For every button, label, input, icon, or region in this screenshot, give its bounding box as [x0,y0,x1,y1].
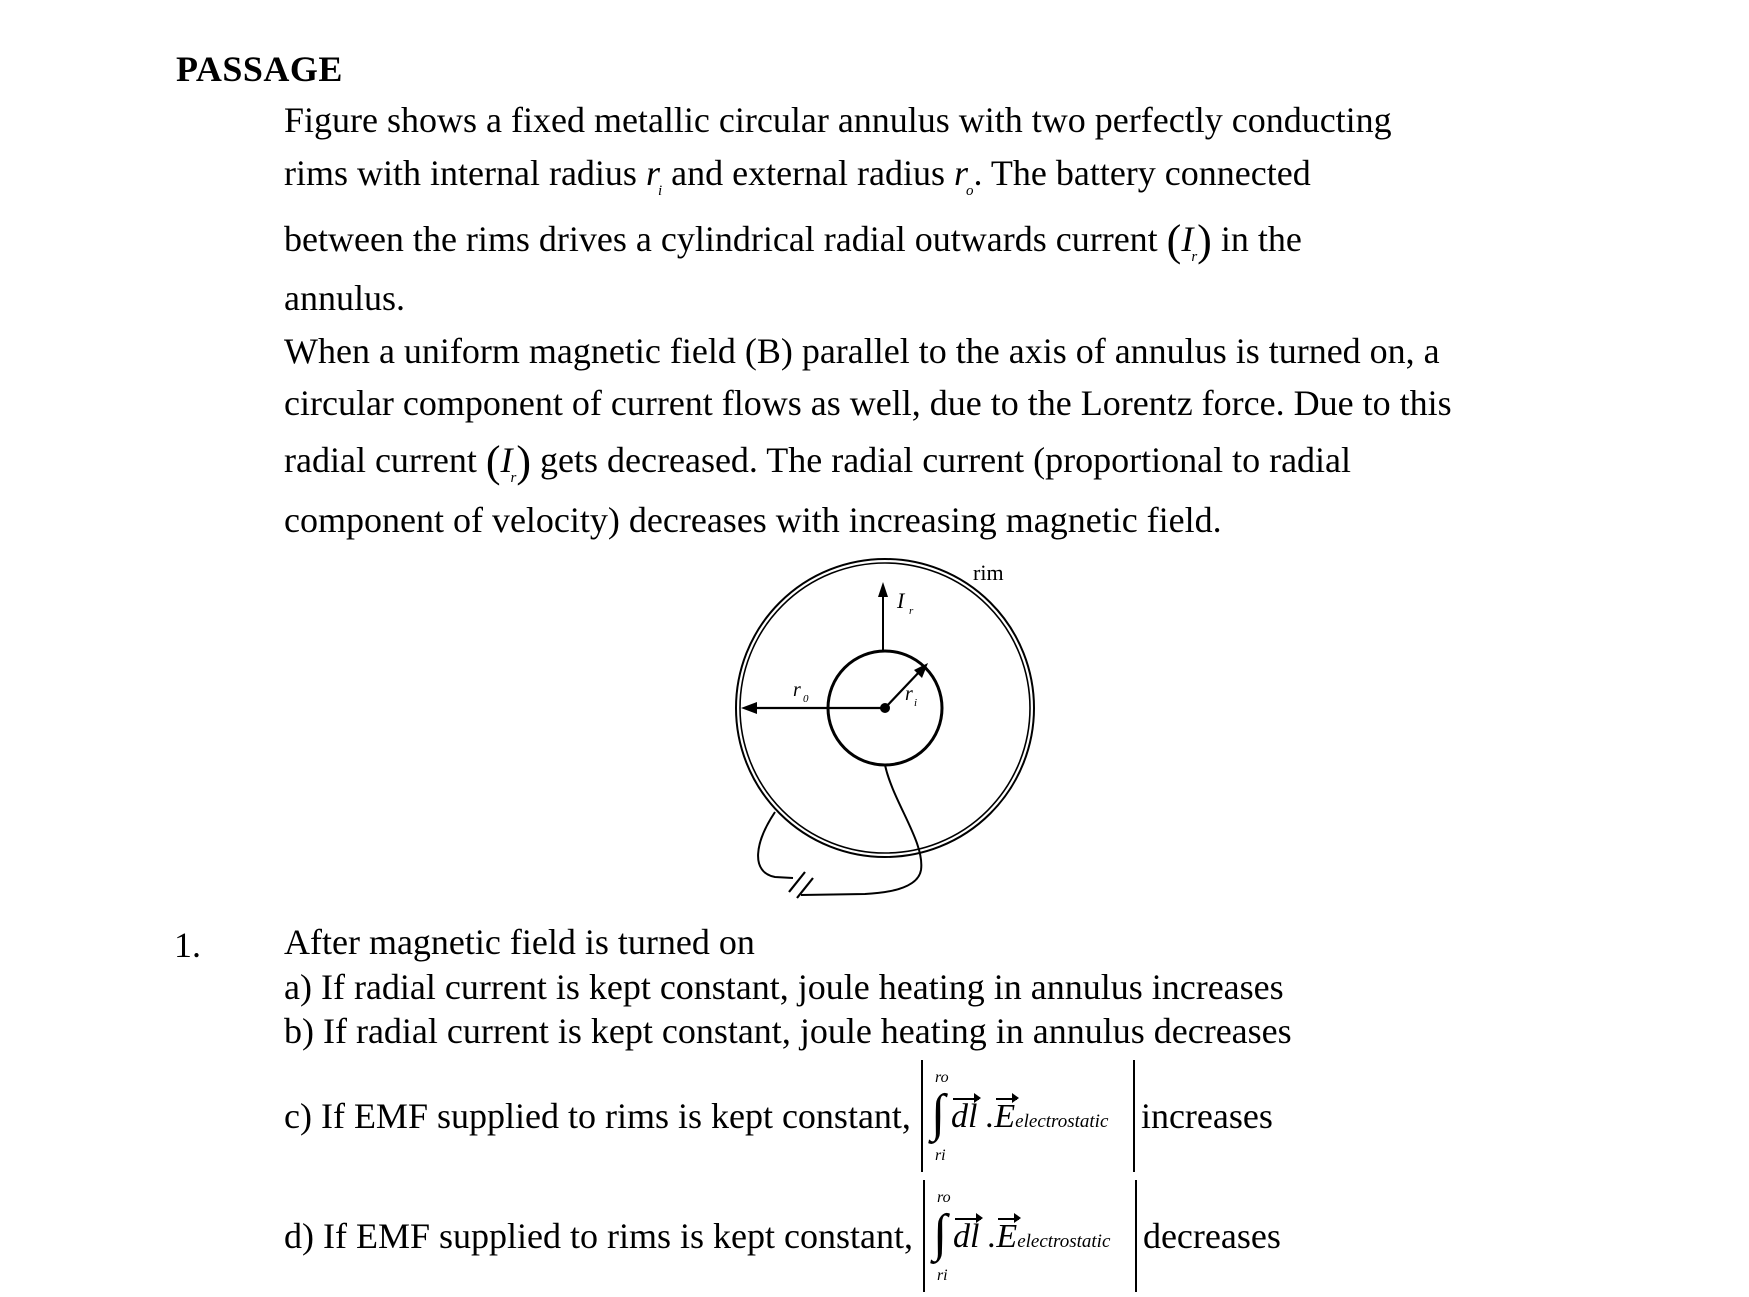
symbol-Ir: I [1181,219,1194,259]
question-stem: After magnetic field is turned on [284,922,755,962]
passage-line-1: Figure shows a fixed metallic circular annulus with two perfectly conducting [284,100,1392,140]
passage-line-6: circular component of current flows as well, due to the Lorentz force. Due to this [284,383,1452,423]
integral-c: ro ∫ dl .Eelectrostatic ri [921,1060,1135,1172]
battery-plate-1 [789,872,805,892]
passage-line-5: When a uniform magnetic field (B) parallel to the axis of annulus is turned on, a [284,331,1440,371]
option-a[interactable]: a) If radial current is kept constant, joule heating in annulus increases [284,967,1284,1007]
option-b[interactable]: b) If radial current is kept constant, joule heating in annulus decreases [284,1011,1292,1051]
r0-label-sub: 0 [803,693,809,705]
battery-wire-inner [801,765,921,895]
r0-arrowhead [741,702,757,714]
rim-label: rim [973,560,1004,585]
ir-label-sub: r [909,605,914,617]
symbol-Ir-2: I [500,440,513,480]
symbol-ri: r [645,153,660,193]
question-number: 1. [174,925,201,965]
option-d[interactable]: d) If EMF supplied to rims is kept constant, ro ∫ dl .Eelectrostatic ri decreases [284,1180,1281,1292]
ri-label-sub: i [914,697,918,709]
r0-label: r [793,679,801,701]
passage-line-2: rims with internal radius $r_i$ and external radius $r_o$. The battery connected [284,153,1311,199]
option-c[interactable]: c) If EMF supplied to rims is kept constant, ro ∫ dl .Eelectrostatic ri increases [284,1060,1273,1172]
integral-d: ro ∫ dl .Eelectrostatic ri [923,1180,1137,1292]
passage-line-7: radial current $(I_r)$ gets decreased. The radial current (proportional to radial [284,437,1352,486]
passage-heading: PASSAGE [176,49,343,89]
annulus-figure [715,552,1055,912]
symbol-ro: r [954,153,969,193]
ir-label: I [897,588,905,613]
ri-label: r [905,683,913,705]
passage-line-4: annulus. [284,278,405,318]
passage-line-3: between the rims drives a cylindrical radial outwards current $(I_r)$ in the [284,216,1302,265]
passage-line-8: component of velocity) decreases with increasing magnetic field. [284,500,1222,540]
ir-arrowhead [878,582,888,597]
